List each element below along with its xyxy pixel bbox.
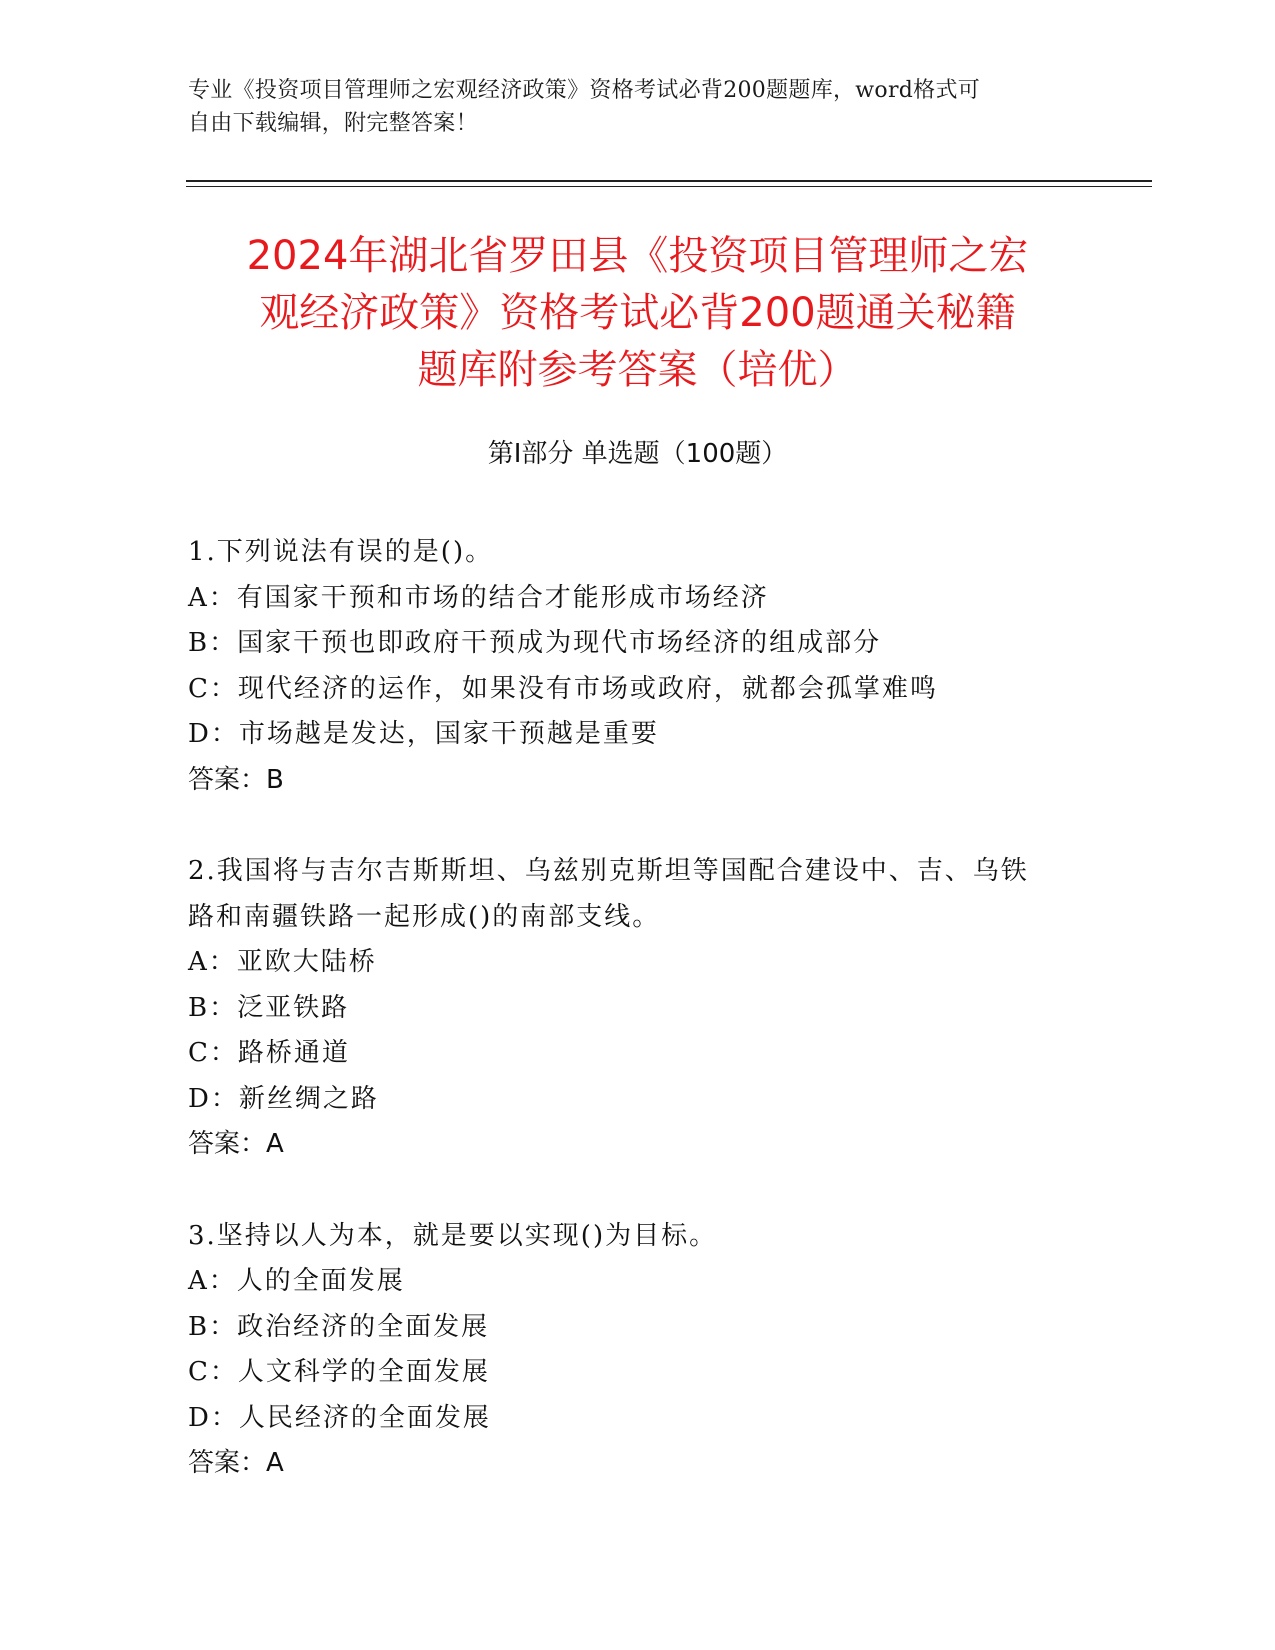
question-2 <box>188 849 1088 1168</box>
option-b: B：政治经济的全面发展 <box>188 1311 490 1342</box>
title-line-3: 题库附参考答案（培优） <box>417 347 858 393</box>
option-d: D：市场越是发达，国家干预越是重要 <box>188 719 659 749</box>
answer: 答案：A <box>188 1448 284 1478</box>
header-rule-thick <box>186 180 1152 182</box>
option-d: D：人民经济的全面发展 <box>188 1402 491 1433</box>
title-line-1: 2024年湖北省罗田县《投资项目管理师之宏 <box>246 233 1029 279</box>
option-b: B：泛亚铁路 <box>188 992 350 1023</box>
question-3 <box>188 1214 1088 1487</box>
header-note-line-1: 专业《投资项目管理师之宏观经济政策》资格考试必背200题题库，word格式可 <box>188 78 981 103</box>
question-1 <box>188 530 1088 803</box>
option-b: B：国家干预也即政府干预成为现代市场经济的组成部分 <box>188 628 882 658</box>
header-rule-thin <box>186 186 1152 187</box>
option-a: A：人的全面发展 <box>188 1266 405 1296</box>
title-line-2: 观经济政策》资格考试必背200题通关秘籍 <box>259 290 1016 336</box>
option-c: C：现代经济的运作，如果没有市场或政府，就都会孤掌难鸣 <box>188 673 938 704</box>
option-a: A：有国家干预和市场的结合才能形成市场经济 <box>188 582 769 613</box>
answer: 答案：A <box>188 1129 284 1159</box>
answer: 答案：B <box>188 764 284 795</box>
option-c: C：路桥通道 <box>188 1038 350 1068</box>
question-stem: 1.下列说法有误的是()。 <box>188 537 494 567</box>
option-c: C：人文科学的全面发展 <box>188 1357 490 1387</box>
question-list <box>188 530 1088 1533</box>
option-a: A：亚欧大陆桥 <box>188 947 377 977</box>
header-note-line-2: 自由下载编辑，附完整答案！ <box>188 111 478 136</box>
question-stem-line-2: 路和南疆铁路一起形成()的南部支线。 <box>188 901 661 932</box>
question-stem-line-1: 2.我国将与吉尔吉斯斯坦、乌兹别克斯坦等国配合建设中、吉、乌铁 <box>188 856 1029 886</box>
question-stem: 3.坚持以人为本，就是要以实现()为目标。 <box>188 1220 718 1251</box>
header-note <box>188 74 1088 140</box>
option-d: D：新丝绸之路 <box>188 1083 379 1114</box>
document-title <box>150 228 1125 399</box>
section-heading: 第Ⅰ部分 单选题（100题） <box>487 439 788 469</box>
